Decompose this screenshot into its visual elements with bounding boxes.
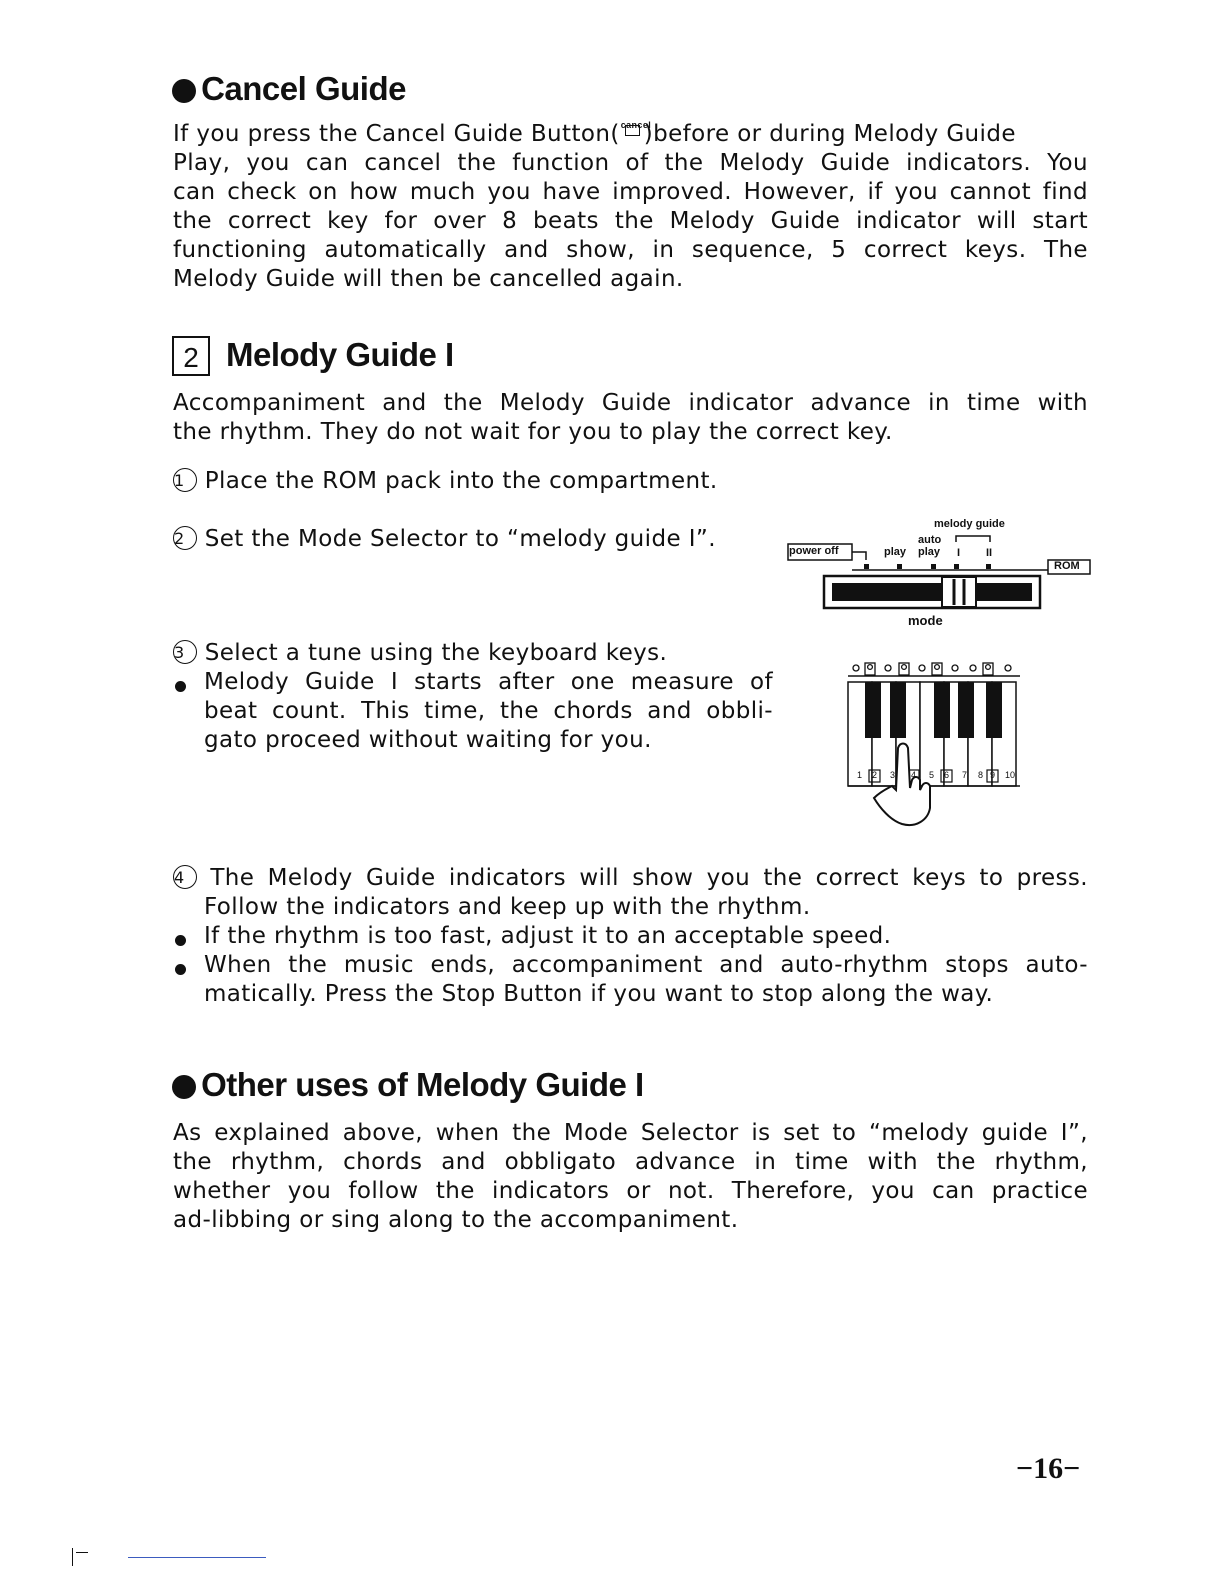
other-uses-heading: Other uses of Melody Guide I <box>201 1066 644 1103</box>
step4-bullet-1 <box>175 931 186 950</box>
cancel-guide-line: functioning automatically and show, in sequence, 5 correct keys. The <box>173 237 1088 263</box>
cancel-guide-line: the correct key for over 8 beats the Melody Guide indicator will start <box>173 208 1088 234</box>
step3-bullet <box>175 677 186 696</box>
step-number-3: 3 <box>173 640 197 664</box>
keyboard-graphic <box>844 658 1028 830</box>
cancel-guide-line: can check on how much you have improved. However, if you cannot find <box>173 179 1088 205</box>
step3-bullet-text: Melody Guide I starts after one measure of beat count. This time, the chords and obbli- gato proceed without waiting for you. <box>204 669 773 753</box>
bullet-icon <box>175 681 186 692</box>
key-number: 6 <box>944 770 950 780</box>
key-number: 4 <box>911 770 917 780</box>
auto-play-label: play <box>918 546 941 558</box>
key-number: 9 <box>990 770 996 780</box>
power-off-label: power off <box>789 545 839 557</box>
cancel-guide-line: Melody Guide will then be cancelled again. <box>173 266 684 292</box>
step-number-1: 1 <box>173 468 197 492</box>
step-4: 4 The Melody Guide indicators will show you the correct keys to press. <box>174 865 1088 891</box>
scan-artifact-mark <box>76 1552 88 1553</box>
key-number: 2 <box>872 770 878 780</box>
bullet-icon <box>175 935 186 946</box>
step4-bullet-2-text: When the music ends, accompaniment and auto-rhythm stops auto- matically. Press the Stop Button if you want to stop along the way. <box>204 952 1088 1007</box>
melody-guide-label: melody guide <box>934 518 1005 530</box>
other-uses-heading-row <box>172 1066 644 1104</box>
cancel-guide-heading-row <box>172 70 406 108</box>
step4-line-2: Follow the indicators and keep up with the rhythm. <box>204 894 811 920</box>
cancel-guide-heading: Cancel Guide <box>201 70 406 107</box>
other-uses-paragraph: As explained above, when the Mode Selector is set to “melody guide I”, the rhythm, chords and obbligato advance in time with the rhythm, whether you follow the indicators or not. Therefore, you can practice ad-libbing or sing along to the accompaniment. <box>173 1120 1088 1233</box>
mode-label: mode <box>908 613 943 628</box>
play-label: play <box>884 546 907 558</box>
keyboard-diagram <box>844 658 1028 830</box>
step-3: 3 Select a tune using the keyboard keys. <box>174 640 668 666</box>
key-number: 1 <box>857 770 863 780</box>
step4-bullet-1-text: If the rhythm is too fast, adjust it to an acceptable speed. <box>204 923 892 949</box>
step-2: 2 Set the Mode Selector to “melody guide I”. <box>174 526 716 552</box>
key-number: 5 <box>929 770 935 780</box>
scan-artifact-line <box>128 1557 266 1558</box>
mode-selector-diagram <box>786 516 1096 632</box>
page-number: −16− <box>1016 1452 1081 1485</box>
melody-guide-heading: Melody Guide I <box>226 336 454 373</box>
cancel-guide-line-1: If you press the Cancel Guide Button( cancel )before or during Melody Guide <box>173 117 1088 149</box>
key-number: 10 <box>1005 770 1016 780</box>
section-number-box: 2 <box>172 336 210 376</box>
heading-bullet-icon <box>172 79 196 103</box>
rom-label: ROM <box>1054 560 1080 572</box>
key-number: 7 <box>962 770 968 780</box>
heading-bullet-icon <box>172 1075 196 1099</box>
melody-guide-intro: Accompaniment and the Melody Guide indicator advance in time with the rhythm. They do not wait for you to play the correct key. <box>173 390 1088 445</box>
scan-artifact-mark <box>72 1548 73 1566</box>
bullet-icon <box>175 964 186 975</box>
key-number: 8 <box>978 770 984 780</box>
cancel-guide-paragraph <box>173 117 1088 294</box>
step-number-4: 4 <box>173 865 197 889</box>
step-number-2: 2 <box>173 526 197 550</box>
position-I-label: I <box>957 547 961 559</box>
step-1: 1 Place the ROM pack into the compartment. <box>174 468 718 494</box>
step4-bullet-2 <box>175 960 186 979</box>
cancel-button-icon: cancel <box>620 117 644 143</box>
key-number: 3 <box>890 770 896 780</box>
cancel-guide-line: Play, you can cancel the function of the Melody Guide indicators. You <box>173 150 1088 176</box>
auto-label: auto <box>918 534 942 546</box>
position-II-label: II <box>986 547 993 559</box>
